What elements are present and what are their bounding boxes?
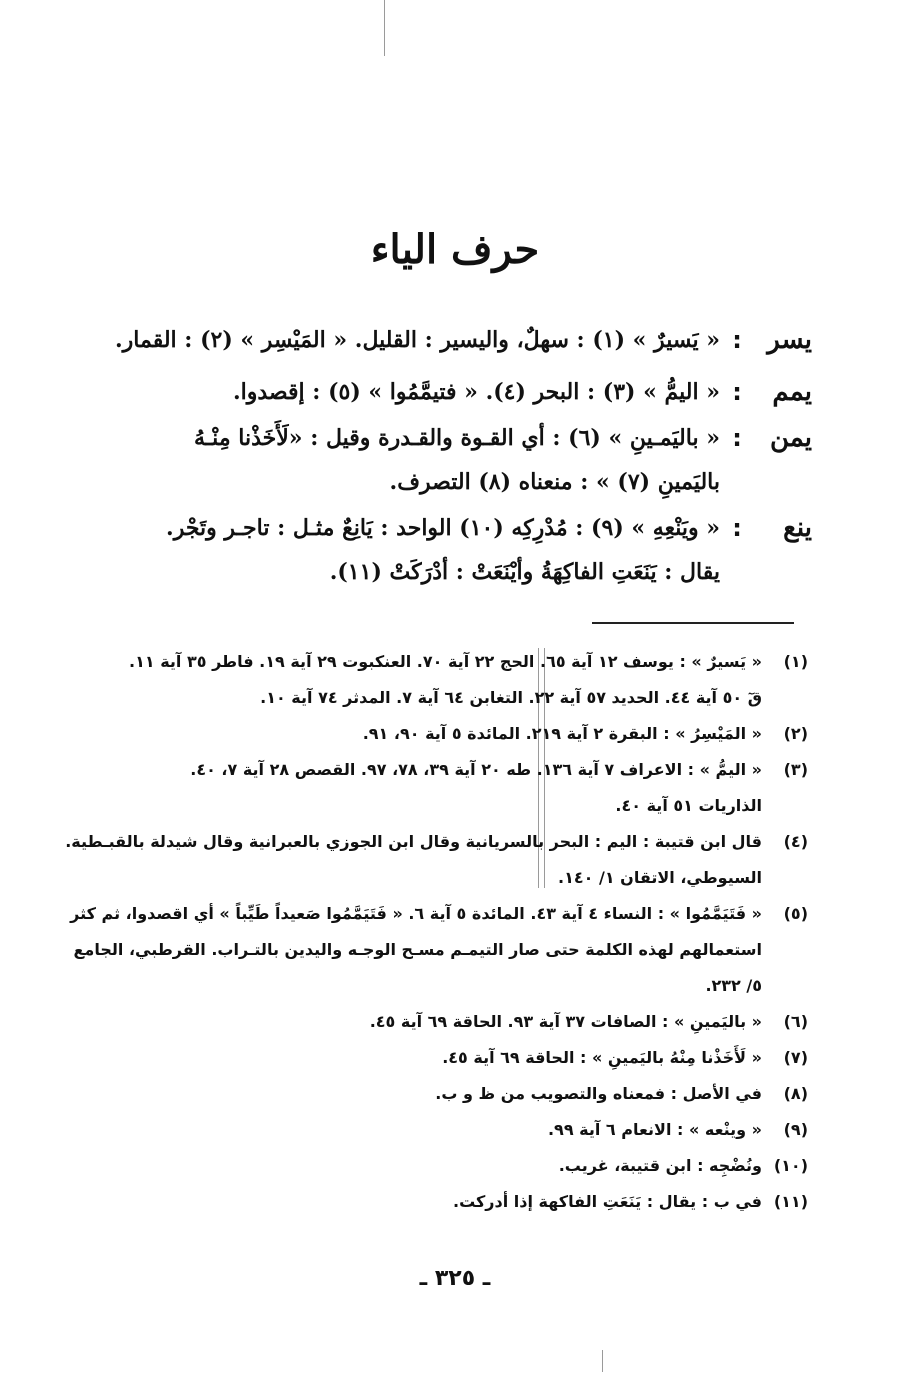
entry-separator: : — [732, 514, 742, 542]
footnote-text — [65, 824, 762, 896]
entry-line: « اليمُّ » (٣) : البحر (٤). « فتيمَّمُوا » (٥) : إقصدوا. — [232, 379, 720, 405]
footnote — [132, 1148, 808, 1184]
footnote-number: (٤) — [783, 832, 808, 851]
footnote-line: قٓ ٥٠ آية ٤٤. الحديد ٥٧ آية ٢٢. التغابن ٦٤ آية ٧. المدثر ٧٤ آية ١٠. — [260, 688, 762, 707]
footnote-line: « المَيْسِرُ » : البقرة ٢ آية ٢١٩. المائدة ٥ آية ٩٠، ٩١. — [362, 724, 762, 743]
footnote-separator — [592, 622, 794, 624]
entry-line: باليَمينِ (٧) » : منعناه (٨) التصرف. — [389, 469, 720, 495]
entry-body — [132, 370, 720, 414]
footnote-number: (٦) — [783, 1012, 808, 1031]
page-number: ـ ٣٢٥ ـ — [419, 1266, 491, 1291]
footnote — [132, 752, 808, 824]
entry-body — [132, 416, 720, 504]
entry-separator: : — [732, 326, 742, 354]
footnote — [65, 824, 808, 896]
footnote-number: (٥) — [783, 904, 808, 923]
footnote-number: (٢) — [783, 724, 808, 743]
footnote — [129, 644, 808, 716]
footnote — [132, 1040, 808, 1076]
entry-root: يسر — [767, 325, 812, 355]
entry-yamana — [132, 416, 812, 504]
footnote-line: ونُضْجِه : ابن قتيبة، غريب. — [558, 1156, 762, 1175]
entry-body — [115, 318, 720, 362]
entry-body — [132, 506, 720, 594]
footnote — [132, 1076, 808, 1112]
entry-yasara — [114, 318, 812, 362]
scan-artifact-line — [602, 1350, 603, 1372]
footnote-number: (١) — [783, 652, 808, 671]
entry-line: « ويَنْعِهِ » (٩) : مُدْرِكِه (١٠) الواحد : يَانِعٌ مثـل : تاجـر وتَجْر. — [166, 515, 720, 541]
entry-root: يمم — [772, 377, 812, 407]
footnote-number: (٧) — [783, 1048, 808, 1067]
footnote-line: « وينْعه » : الانعام ٦ آية ٩٩. — [547, 1120, 762, 1139]
footnotes — [65, 644, 808, 1220]
footnote-text — [132, 716, 762, 752]
footnote-number: (٨) — [783, 1084, 808, 1103]
entry-yamama — [132, 370, 812, 414]
footnote — [132, 1004, 808, 1040]
footnote — [132, 716, 808, 752]
footnote-line: « يَسيرٌ » : يوسف ١٢ آية ٦٥. الحج ٢٢ آية ٧٠. العنكبوت ٢٩ آية ١٩. فاطر ٣٥ آية ١١. — [129, 652, 762, 671]
footnote-line: استعمالهم لهذه الكلمة حتى صار التيمـم مسـح الوجـه واليدين بالتـراب. القرطبي، الجامع — [73, 940, 762, 959]
footnote-line: ٥/ ٢٣٢. — [705, 976, 762, 995]
scan-artifact-line — [384, 0, 385, 56]
footnote-text — [132, 1112, 762, 1148]
entry-line: « باليَمـينِ » (٦) : أي القـوة والقـدرة وقيل : «لَأَخَذْنا مِنْـهُ — [193, 425, 720, 451]
footnote-line: في ب : يقال : يَنَعَتِ الفاكهة إذا أدركت. — [452, 1192, 762, 1211]
entry-line: « يَسيرٌ » (١) : سهلٌ، واليسير : القليل. « المَيْسِر » (٢) : القمار. — [114, 327, 720, 353]
footnote-line: « فَتَيَمَّمُوا » : النساء ٤ آية ٤٣. المائدة ٥ آية ٦. « فَتَيَمَّمُوا صَعيداً طَيِّباً » أي اقصدوا، ثم كثر — [70, 904, 762, 923]
footnote-text — [132, 1148, 762, 1184]
page-title: حرف الياء — [370, 226, 540, 273]
footnote — [132, 1112, 808, 1148]
entry-separator: : — [732, 424, 742, 452]
footnote-text — [132, 1004, 762, 1040]
entry-line: يقال : يَنَعَتِ الفاكِهَةُ وأيْنَعَتْ : أدْرَكَتْ (١١). — [329, 559, 720, 585]
footnote-line: « اليمُّ » : الاعراف ٧ آية ١٣٦. طه ٢٠ آية ٣٩، ٧٨، ٩٧. القصص ٢٨ آية ٧، ٤٠. — [190, 760, 762, 779]
footnote-line: في الأصل : فمعناه والتصويب من ظ و ب. — [435, 1084, 762, 1103]
footnote-text — [70, 896, 762, 1004]
entries — [114, 318, 812, 594]
footnote-line: قال ابن قتيبة : اليم : البحر بالسريانية وقال ابن الجوزي بالعبرانية وقال شيدلة بالقبـطية. — [65, 832, 762, 851]
footnote-line: « باليَمينِ » : الصافات ٣٧ آية ٩٣. الحاقة ٦٩ آية ٤٥. — [369, 1012, 762, 1031]
footnote-number: (١١) — [773, 1192, 808, 1211]
footnote-number: (٣) — [783, 760, 808, 779]
footnote-text — [132, 1040, 762, 1076]
footnote-text — [129, 644, 762, 716]
footnote-number: (١٠) — [773, 1156, 808, 1175]
entry-yanaa — [132, 506, 812, 594]
footnote-text — [132, 1184, 762, 1220]
footnote-text — [132, 1076, 762, 1112]
footnote — [70, 896, 808, 1004]
footnote-line: الذاريات ٥١ آية ٤٠. — [615, 796, 762, 815]
entry-root: يمن — [769, 423, 812, 453]
footnote-line: « لَأَخَذْنا مِنْهُ باليَمينِ » : الحاقة ٦٩ آية ٤٥. — [442, 1048, 762, 1067]
entry-root: ينع — [783, 513, 812, 543]
entry-separator: : — [732, 378, 742, 406]
footnote — [132, 1184, 808, 1220]
footnote-number: (٩) — [783, 1120, 808, 1139]
footnote-line: السيوطي، الاتقان ١/ ١٤٠. — [558, 868, 762, 887]
footnote-text — [132, 752, 762, 824]
